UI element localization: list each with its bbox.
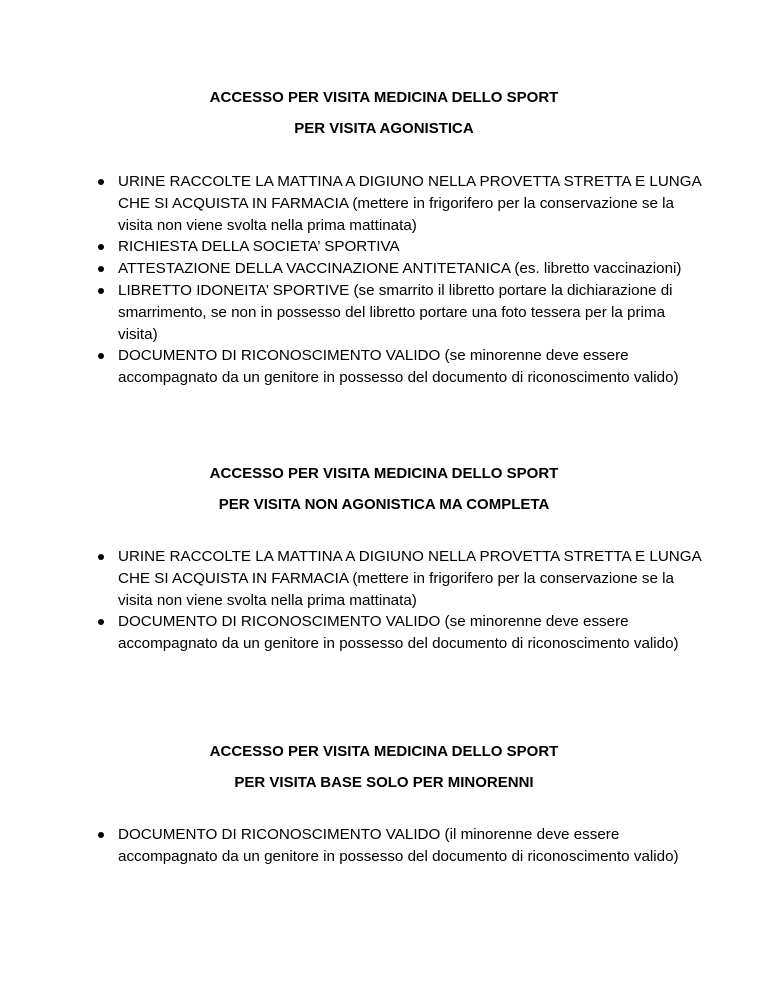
list-item-text: URINE RACCOLTE LA MATTINA A DIGIUNO NELLA PROVETTA STRETTA E LUNGA CHE SI ACQUISTA IN FARMACIA (mettere in frigorifero per la conservazione se la visita non viene svolta nella prima mattinata): [118, 173, 701, 234]
list-item: [0, 171, 768, 236]
list-item-text: DOCUMENTO DI RICONOSCIMENTO VALIDO (se minorenne deve essere accompagnato da un genitore in possesso del documento di riconoscimento valido): [118, 613, 679, 653]
section-subheading: PER VISITA NON AGONISTICA MA COMPLETA: [218, 496, 550, 513]
list-item: [0, 546, 768, 611]
section-heading: ACCESSO PER VISITA MEDICINA DELLO SPORT: [209, 743, 559, 760]
list-item-text: DOCUMENTO DI RICONOSCIMENTO VALIDO (il minorenne deve essere accompagnato da un genitore in possesso del documento di riconoscimento valido): [118, 826, 679, 865]
list-item: [0, 258, 768, 280]
section-heading: ACCESSO PER VISITA MEDICINA DELLO SPORT: [209, 89, 559, 106]
requirements-list-agonistica: [0, 171, 768, 389]
list-item: [0, 345, 768, 389]
list-item: [0, 236, 768, 258]
bullet-icon: [98, 288, 104, 294]
list-item-text: ATTESTAZIONE DELLA VACCINAZIONE ANTITETANICA (es. libretto vaccinazioni): [118, 260, 682, 278]
section-subheading: PER VISITA AGONISTICA: [294, 120, 474, 137]
bullet-icon: [98, 619, 104, 625]
section-subheading: PER VISITA BASE SOLO PER MINORENNI: [234, 774, 534, 791]
list-item-text: LIBRETTO IDONEITA’ SPORTIVE (se smarrito il libretto portare la dichiarazione di smarrimento, se non in possesso del libretto portare una foto tessera per la prima visita): [118, 281, 673, 343]
bullet-icon: [98, 179, 104, 185]
list-item: [0, 824, 768, 868]
bullet-icon: [98, 554, 104, 560]
bullet-icon: [98, 353, 104, 359]
section-heading: ACCESSO PER VISITA MEDICINA DELLO SPORT: [209, 465, 559, 482]
list-item: [0, 611, 768, 655]
requirements-list-non-agonistica: [0, 546, 768, 655]
bullet-icon: [98, 832, 104, 838]
requirements-list-base-minorenni: [0, 824, 768, 868]
list-item: [0, 280, 768, 345]
list-item-text: RICHIESTA DELLA SOCIETA’ SPORTIVA: [118, 238, 400, 256]
section-non-agonistica: [0, 464, 768, 515]
section-base-minorenni: [0, 742, 768, 793]
list-item-text: DOCUMENTO DI RICONOSCIMENTO VALIDO (se minorenne deve essere accompagnato da un genitore in possesso del documento di riconoscimento valido): [118, 347, 679, 387]
bullet-icon: [98, 244, 104, 250]
section-agonistica: [0, 88, 768, 139]
bullet-icon: [98, 266, 104, 272]
list-item-text: URINE RACCOLTE LA MATTINA A DIGIUNO NELLA PROVETTA STRETTA E LUNGA CHE SI ACQUISTA IN FARMACIA (mettere in frigorifero per la conservazione se la visita non viene svolta nella prima mattinata): [118, 548, 701, 609]
